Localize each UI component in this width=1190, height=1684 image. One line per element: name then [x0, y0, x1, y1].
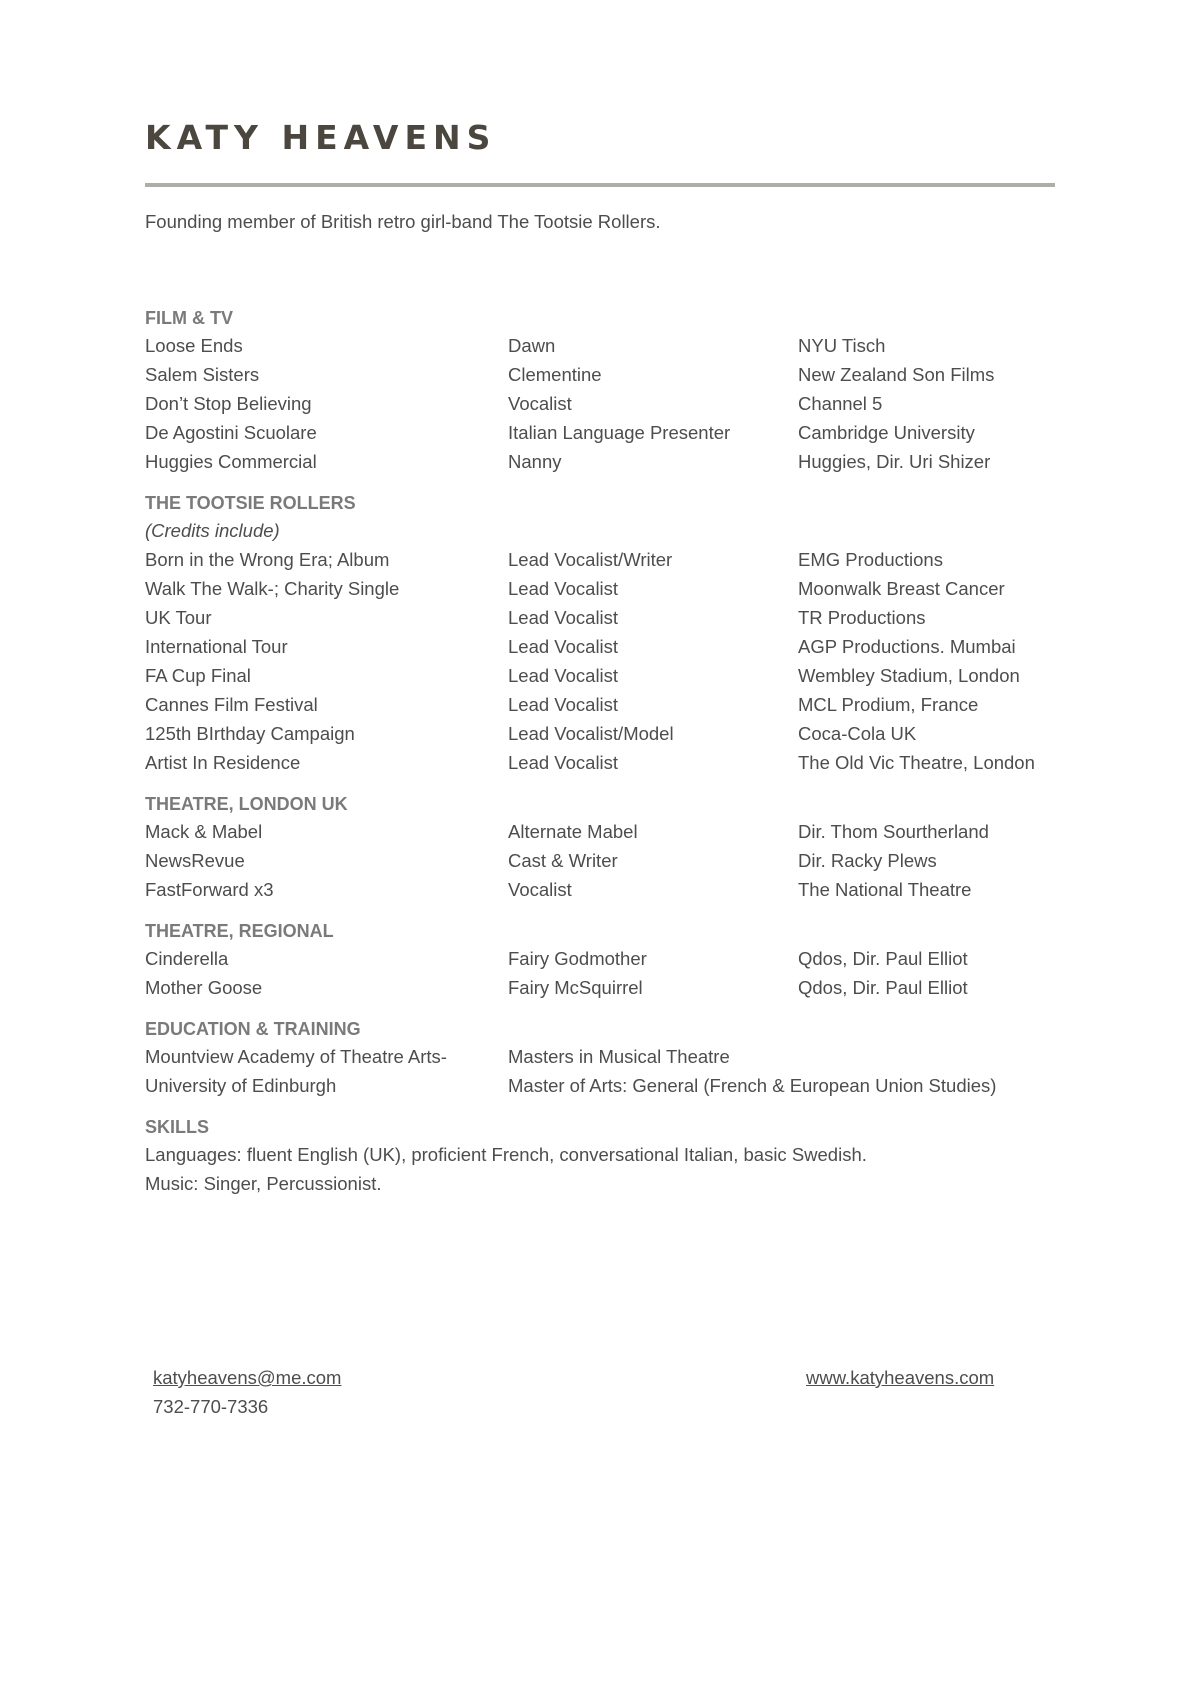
credit-row — [145, 817, 1055, 846]
credit-company: Qdos, Dir. Paul Elliot — [798, 948, 968, 969]
section-note: (Credits include) — [145, 520, 280, 541]
credit-rows — [145, 1042, 1055, 1100]
section-heading: EDUCATION & TRAINING — [145, 1019, 361, 1039]
credit-title: NewsRevue — [145, 850, 245, 871]
credit-row — [145, 875, 1055, 904]
credit-row — [145, 632, 1055, 661]
credit-role: Lead Vocalist — [508, 636, 619, 657]
credit-role: Nanny — [508, 451, 562, 472]
credit-company: TR Productions — [798, 607, 926, 628]
section-heading: SKILLS — [145, 1117, 210, 1137]
skills-music: Music: Singer, Percussionist. — [145, 1173, 382, 1194]
credit-rows — [145, 944, 1055, 1002]
credit-title: De Agostini Scuolare — [145, 422, 317, 443]
credit-title: Salem Sisters — [145, 364, 260, 385]
section-heading: THEATRE, REGIONAL — [145, 921, 334, 941]
credit-row — [145, 748, 1055, 777]
credit-row — [145, 331, 1055, 360]
qualification: Masters in Musical Theatre — [508, 1046, 730, 1067]
credit-company: EMG Productions — [798, 549, 943, 570]
credit-role: Fairy McSquirrel — [508, 977, 643, 998]
credit-title: Huggies Commercial — [145, 451, 317, 472]
credit-title: Cannes Film Festival — [145, 694, 318, 715]
credit-row — [145, 545, 1055, 574]
credit-title: FA Cup Final — [145, 665, 251, 686]
credit-row — [145, 447, 1055, 476]
credit-role: Cast & Writer — [508, 850, 618, 871]
credit-row — [145, 719, 1055, 748]
credit-row — [145, 846, 1055, 875]
credit-role: Lead Vocalist/Model — [508, 723, 674, 744]
institution: Mountview Academy of Theatre Arts- — [145, 1046, 447, 1067]
credit-title: Loose Ends — [145, 335, 243, 356]
credit-rows — [145, 817, 1055, 904]
skills-languages: Languages: fluent English (UK), proficient French, conversational Italian, basic Swedish. — [145, 1144, 867, 1165]
credit-role: Vocalist — [508, 879, 572, 900]
phone-number: 732-770-7336 — [153, 1396, 269, 1417]
credit-row — [145, 603, 1055, 632]
title-divider — [145, 183, 1055, 187]
institution: University of Edinburgh — [145, 1075, 337, 1096]
credit-title: UK Tour — [145, 607, 212, 628]
credit-role: Clementine — [508, 364, 602, 385]
credit-title: Artist In Residence — [145, 752, 301, 773]
credit-title: FastForward x3 — [145, 879, 274, 900]
credit-company: Coca-Cola UK — [798, 723, 917, 744]
section-tootsie-rollers — [145, 490, 1055, 777]
credit-row — [145, 574, 1055, 603]
credit-title: 125th BIrthday Campaign — [145, 723, 355, 744]
credit-rows — [145, 331, 1055, 476]
credit-role: Lead Vocalist — [508, 578, 619, 599]
credit-title: Walk The Walk-; Charity Single — [145, 578, 400, 599]
credit-row — [145, 973, 1055, 1002]
intro-text: Founding member of British retro girl-band The Tootsie Rollers. — [145, 211, 661, 232]
credit-title: Don’t Stop Believing — [145, 393, 312, 414]
credit-company: AGP Productions. Mumbai — [798, 636, 1016, 657]
credit-company: Dir. Thom Sourtherland — [798, 821, 989, 842]
section-heading: FILM & TV — [145, 308, 233, 328]
credit-role: Fairy Godmother — [508, 948, 647, 969]
credit-title: Cinderella — [145, 948, 229, 969]
credit-title: Mother Goose — [145, 977, 263, 998]
section-theatre-regional — [145, 918, 1055, 1002]
credit-role: Vocalist — [508, 393, 572, 414]
credit-role: Dawn — [508, 335, 556, 356]
credit-role: Lead Vocalist — [508, 665, 619, 686]
section-skills — [145, 1114, 1055, 1198]
contact-details — [153, 1363, 341, 1421]
section-film-tv — [145, 305, 1055, 476]
credit-role: Lead Vocalist — [508, 607, 619, 628]
credit-role: Italian Language Presenter — [508, 422, 731, 443]
credits-sections — [145, 305, 1055, 1212]
page-title: KATY HEAVENS — [145, 118, 497, 157]
credit-row — [145, 944, 1055, 973]
email-link[interactable]: katyheavens@me.com — [153, 1367, 342, 1388]
credit-role: Lead Vocalist — [508, 752, 619, 773]
credit-company: Wembley Stadium, London — [798, 665, 1020, 686]
credit-company: Channel 5 — [798, 393, 883, 414]
credit-company: Moonwalk Breast Cancer — [798, 578, 1005, 599]
credit-role: Lead Vocalist/Writer — [508, 549, 673, 570]
qualification: Master of Arts: General (French & European Union Studies) — [508, 1075, 997, 1096]
section-heading: THEATRE, LONDON UK — [145, 794, 348, 814]
website-container — [806, 1363, 994, 1392]
credit-company: New Zealand Son Films — [798, 364, 995, 385]
credit-row — [145, 418, 1055, 447]
credit-title: Mack & Mabel — [145, 821, 263, 842]
credit-company: MCL Prodium, France — [798, 694, 979, 715]
credit-row — [145, 661, 1055, 690]
credit-row — [145, 1071, 1055, 1100]
credit-company: The Old Vic Theatre, London — [798, 752, 1035, 773]
credit-company: Huggies, Dir. Uri Shizer — [798, 451, 991, 472]
website-link[interactable]: www.katyheavens.com — [806, 1367, 995, 1388]
credit-company: The National Theatre — [798, 879, 972, 900]
credit-title: Born in the Wrong Era; Album — [145, 549, 390, 570]
section-heading: THE TOOTSIE ROLLERS — [145, 493, 356, 513]
credit-company: Cambridge University — [798, 422, 975, 443]
section-education — [145, 1016, 1055, 1100]
credit-row — [145, 690, 1055, 719]
credit-role: Alternate Mabel — [508, 821, 638, 842]
credit-company: Dir. Racky Plews — [798, 850, 937, 871]
credit-role: Lead Vocalist — [508, 694, 619, 715]
credit-title: International Tour — [145, 636, 288, 657]
credit-row — [145, 1042, 1055, 1071]
credit-rows — [145, 545, 1055, 777]
credit-row — [145, 360, 1055, 389]
section-theatre-london — [145, 791, 1055, 904]
credit-company: NYU Tisch — [798, 335, 886, 356]
credit-company: Qdos, Dir. Paul Elliot — [798, 977, 968, 998]
credit-row — [145, 389, 1055, 418]
